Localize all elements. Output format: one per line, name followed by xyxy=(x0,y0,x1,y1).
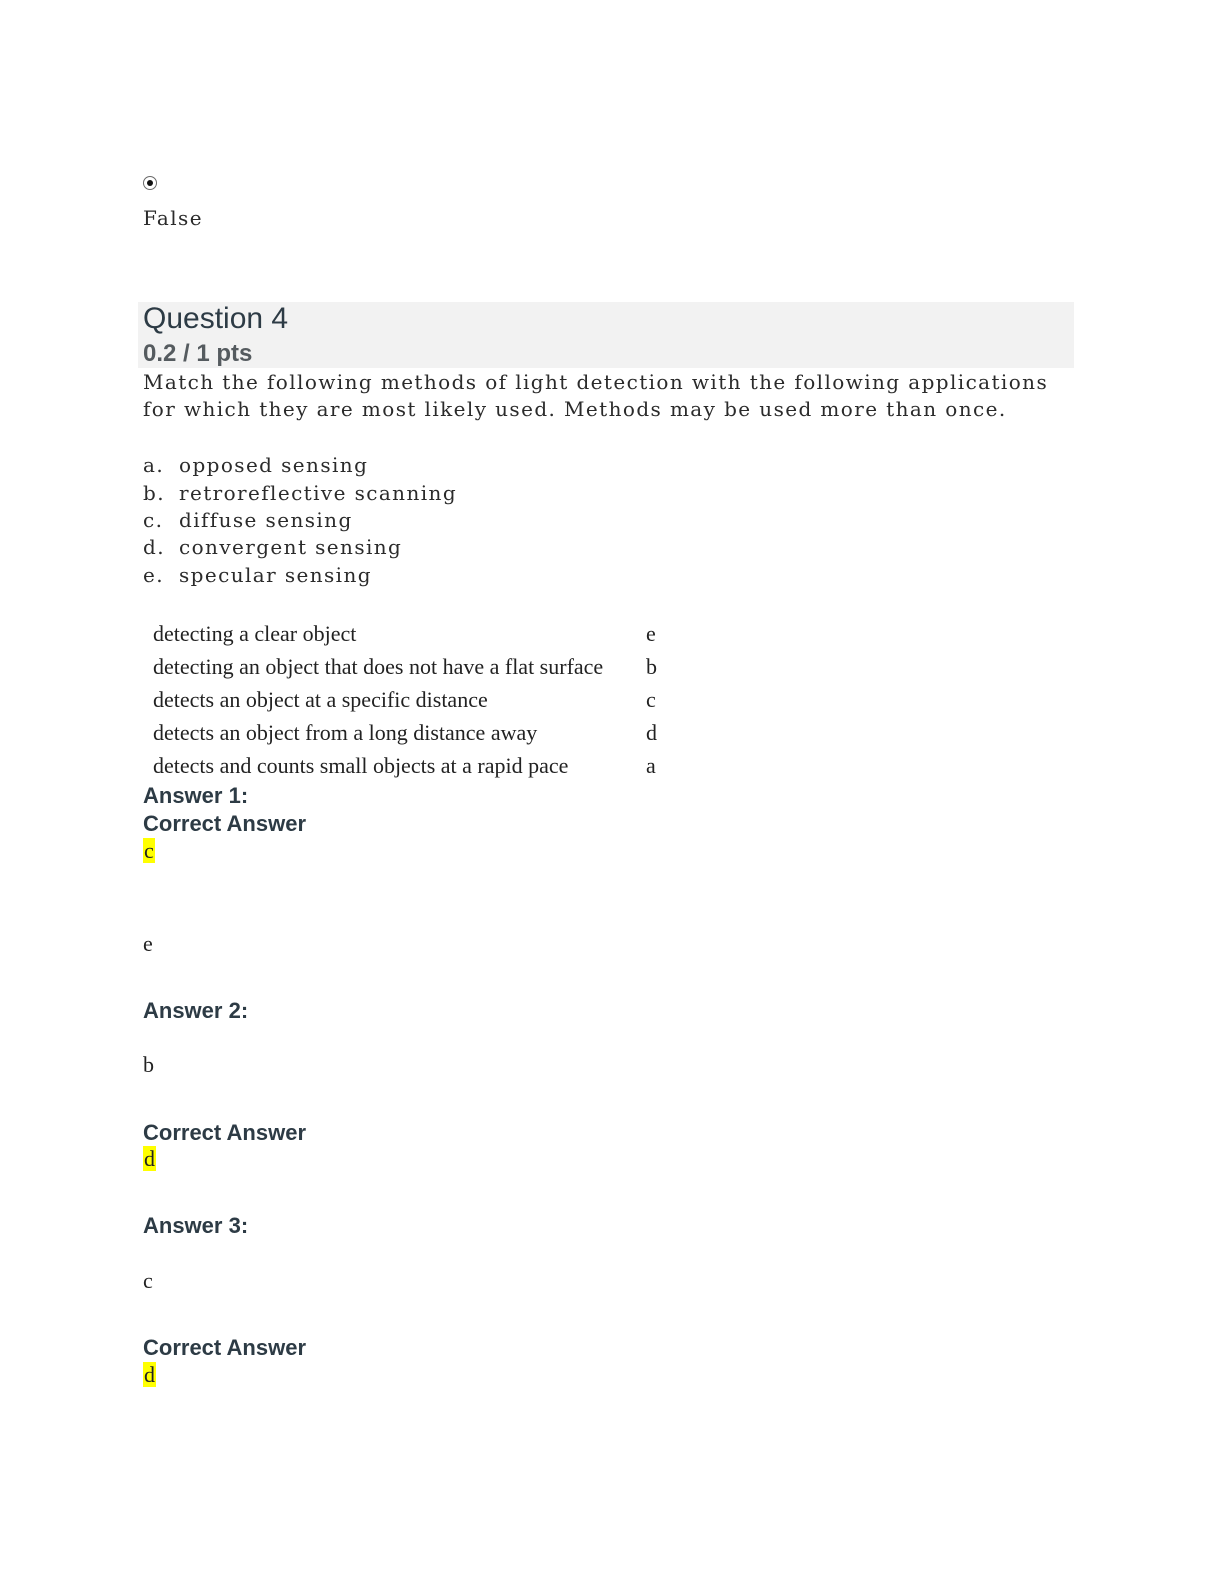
correct-answer-label: Correct Answer xyxy=(143,1120,307,1145)
question-stem: Match the following methods of light detection with the following applications for which they are most likely used. Methods may be used more than once. xyxy=(143,370,1049,421)
matched-value: c xyxy=(646,687,656,712)
option-text: convergent sensing xyxy=(179,535,403,559)
option-item xyxy=(143,562,372,589)
option-letter: a. xyxy=(143,453,165,477)
option-item xyxy=(143,480,457,507)
application-text: detecting a clear object xyxy=(153,621,357,646)
answer-3-label: Answer 3: xyxy=(143,1213,249,1238)
application-text: detects an object at a specific distance xyxy=(153,687,488,712)
given-answer-value: e xyxy=(143,931,153,956)
question-title: Question 4 xyxy=(143,302,289,335)
given-answer-value: c xyxy=(143,1268,153,1293)
application-text: detects an object from a long distance away xyxy=(153,720,538,745)
correct-answer-value xyxy=(143,1146,156,1172)
option-text: specular sensing xyxy=(179,563,372,587)
correct-answer-label: Correct Answer xyxy=(143,1335,307,1360)
option-item xyxy=(143,507,353,534)
matching-row xyxy=(153,650,673,683)
option-letter: e. xyxy=(143,563,164,587)
matched-value: b xyxy=(646,654,657,679)
matching-row xyxy=(153,749,673,782)
matched-value: e xyxy=(646,621,656,646)
question-points: 0.2 / 1 pts xyxy=(143,340,253,367)
option-letter: d. xyxy=(143,535,165,559)
correct-answer-value xyxy=(143,1362,156,1388)
option-letter: b. xyxy=(143,481,165,505)
option-item xyxy=(143,452,368,479)
correct-answer-highlight: d xyxy=(144,1146,155,1171)
application-text: detecting an object that does not have a flat surface xyxy=(153,654,604,679)
matching-row xyxy=(153,683,673,716)
option-text: opposed sensing xyxy=(179,453,369,477)
answer-2-label: Answer 2: xyxy=(143,998,249,1023)
matching-row xyxy=(153,617,673,650)
matched-value: d xyxy=(646,720,657,745)
option-false-label: False xyxy=(143,206,203,230)
option-item xyxy=(143,534,402,561)
option-letter: c. xyxy=(143,508,164,532)
matching-table xyxy=(153,617,673,782)
option-text: diffuse sensing xyxy=(179,508,353,532)
correct-answer-value xyxy=(143,838,155,864)
given-answer-value: b xyxy=(143,1052,154,1077)
application-text: detects and counts small objects at a rapid pace xyxy=(153,753,569,778)
answer-1-label: Answer 1: xyxy=(143,783,249,808)
correct-answer-highlight: d xyxy=(144,1362,155,1387)
matching-row xyxy=(153,716,673,749)
correct-answer-label: Correct Answer xyxy=(143,811,307,836)
radio-button-selected[interactable] xyxy=(143,176,157,190)
option-text: retroreflective scanning xyxy=(179,481,458,505)
correct-answer-highlight: c xyxy=(144,838,154,863)
matched-value: a xyxy=(646,753,656,778)
